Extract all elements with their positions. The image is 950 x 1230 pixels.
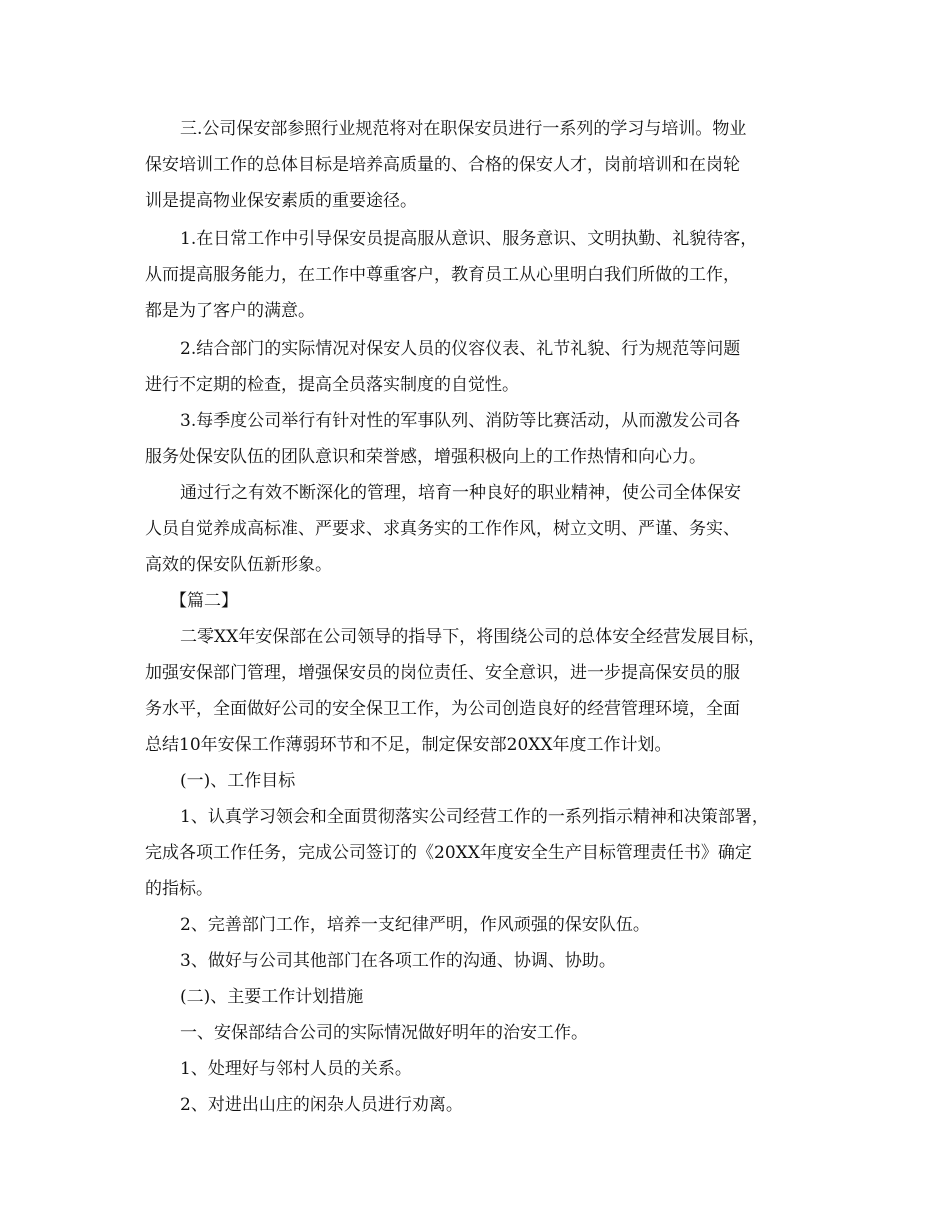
text-line: 高效的保安队伍新形象。 [145, 555, 332, 575]
text-line: 二零XX年安保部在公司领导的指导下，将围绕公司的总体安全经营发展目标， [180, 627, 766, 647]
text-line: 2、对进出山庄的闲杂人员进行劝离。 [180, 1095, 463, 1115]
text-line: 1、认真学习领会和全面贯彻落实公司经营工作的一系列指示精神和决策部署， [180, 807, 769, 827]
text-line: 服务处保安队伍的团队意识和荣誉感，增强积极向上的工作热情和向心力。 [145, 447, 706, 467]
text-line: 2.结合部门的实际情况对保安人员的仪容仪表、礼节礼貌、行为规范等问题 [180, 339, 741, 359]
text-line: 从而提高服务能力，在工作中尊重客户，教育员工从心里明白我们所做的工作， [145, 265, 740, 285]
text-line: 3、做好与公司其他部门在各项工作的沟通、协调、协助。 [180, 951, 616, 971]
text-line: 人员自觉养成高标准、严要求、求真务实的工作作风，树立文明、严谨、务实、 [145, 519, 740, 539]
text-line: 保安培训工作的总体目标是培养高质量的、合格的保安人才，岗前培训和在岗轮 [145, 155, 740, 175]
text-line: 1、处理好与邻村人员的关系。 [180, 1059, 412, 1079]
text-line: 总结10年安保工作薄弱环节和不足，制定保安部20XX年度工作计划。 [145, 735, 672, 755]
text-line: 3.每季度公司举行有针对性的军事队列、消防等比赛活动，从而激发公司各 [180, 411, 741, 431]
text-line: 一、安保部结合公司的实际情况做好明年的治安工作。 [180, 1023, 588, 1043]
text-line: 进行不定期的检查，提高全员落实制度的自觉性。 [145, 375, 519, 395]
text-line: 2、完善部门工作，培养一支纪律严明，作风顽强的保安队伍。 [180, 915, 650, 935]
text-line: 都是为了客户的满意。 [145, 301, 315, 321]
text-line: 加强安保部门管理，增强保安员的岗位责任、安全意识，进一步提高保安员的服 [145, 663, 740, 683]
text-line: 通过行之有效不断深化的管理，培育一种良好的职业精神，使公司全体保安 [180, 483, 741, 503]
text-line: 完成各项工作任务，完成公司签订的《20XX年度安全生产目标管理责任书》确定 [145, 843, 752, 863]
text-line: 的指标。 [145, 879, 213, 899]
subsection-heading: (二)、主要工作计划措施 [180, 987, 364, 1007]
text-line: 务水平，全面做好公司的安全保卫工作，为公司创造良好的经营管理环境，全面 [145, 699, 740, 719]
subsection-heading: (一)、工作目标 [180, 771, 296, 791]
text-line: 1.在日常工作中引导保安员提高服从意识、服务意识、文明执勤、礼貌待客， [180, 229, 758, 249]
text-line: 训是提高物业保安素质的重要途径。 [145, 191, 417, 211]
text-line: 三.公司保安部参照行业规范将对在职保安员进行一系列的学习与培训。物业 [180, 119, 747, 139]
section-heading: 【篇二】 [170, 591, 238, 611]
